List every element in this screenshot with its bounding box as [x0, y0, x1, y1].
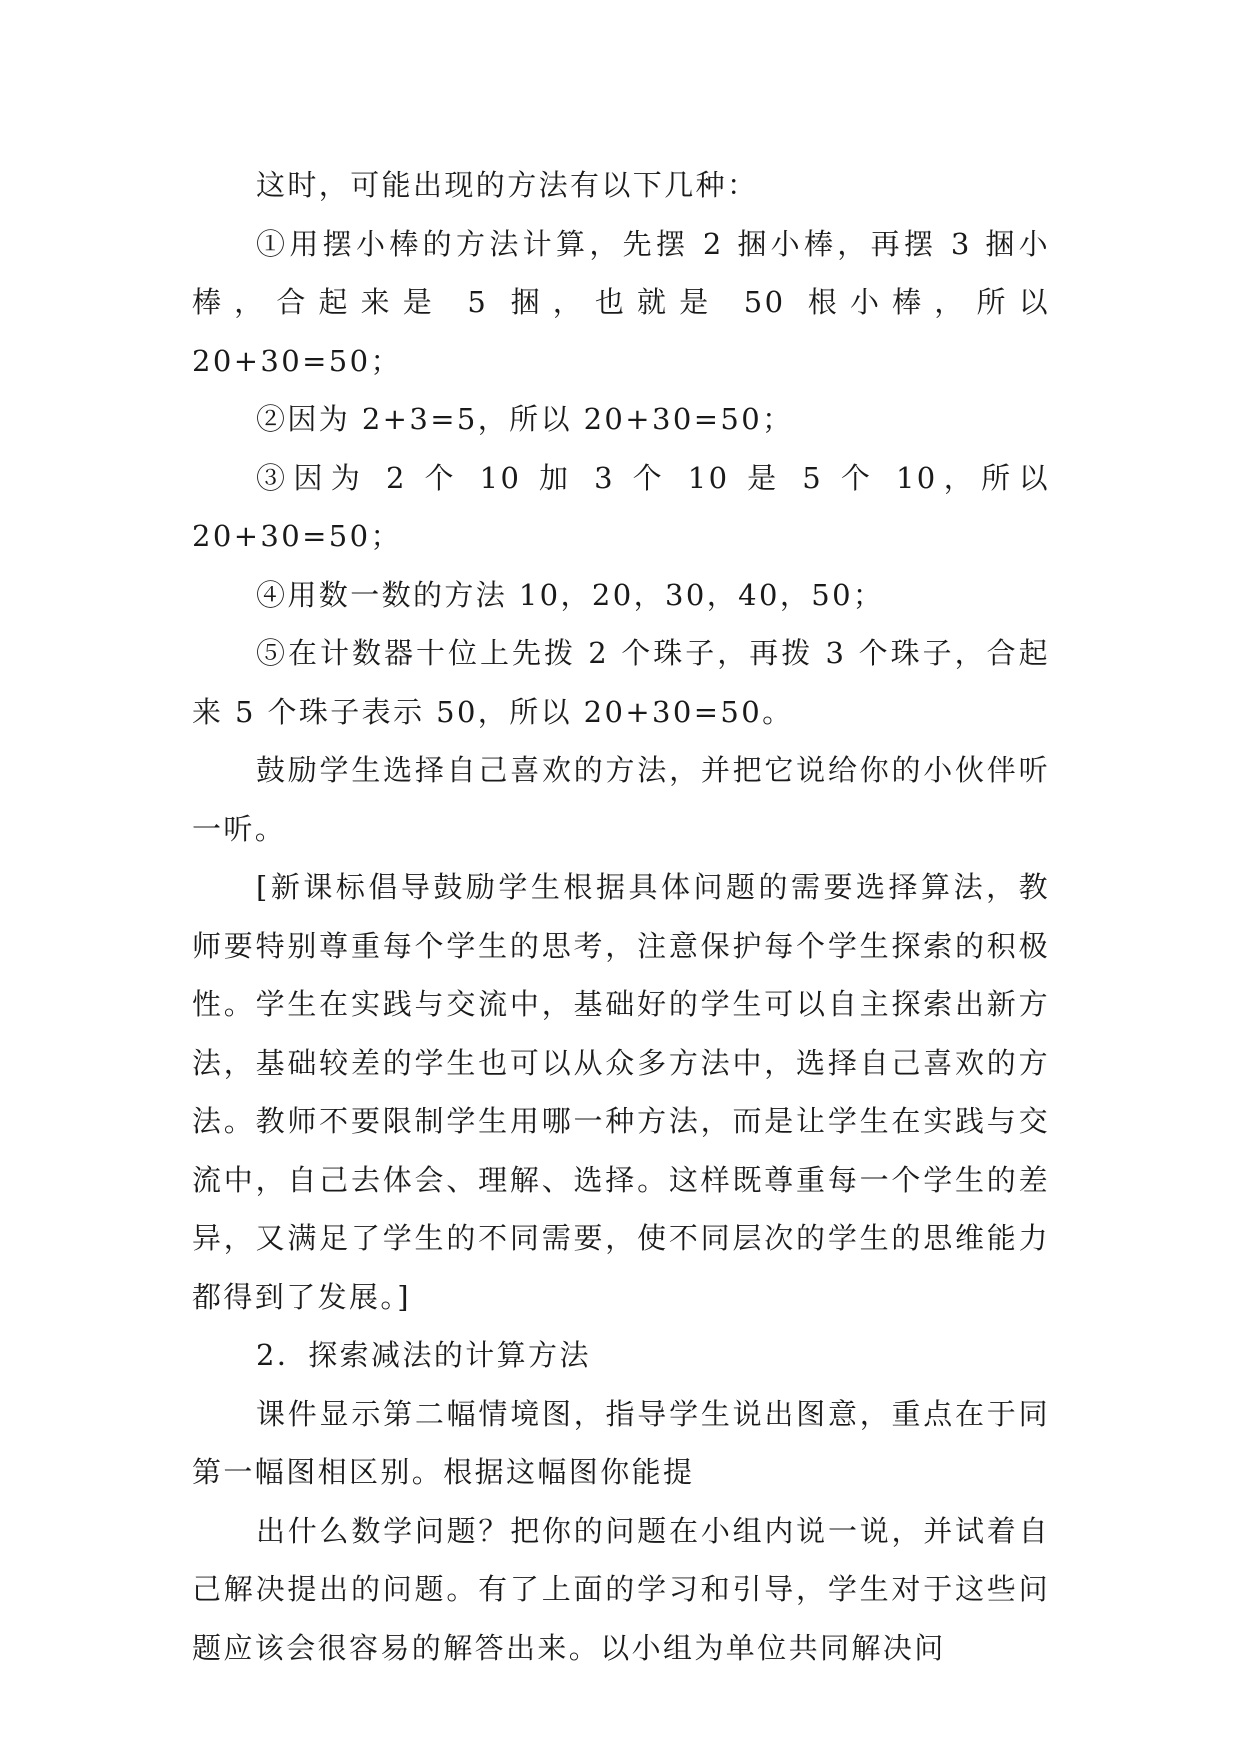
paragraph-commentary: [新课标倡导鼓励学生根据具体问题的需要选择算法，教师要特别尊重每个学生的思考，注意保护每个学生探索的积极性。学生在实践与交流中，基础好的学生可以自主探索出新方法，基础较差的学生也可以从众多方法中，选择自己喜欢的方法。教师不要限制学生用哪一种方法，而是让学生在实践与交流中，自己去体会、理解、选择。这样既尊重每一个学生的差异，又满足了学生的不同需要，使不同层次的学生的思维能力都得到了发展。]: [192, 870, 1050, 1314]
paragraph-method-2: ②因为 2+3=5，所以 20+30=50；: [256, 402, 794, 436]
document-body: [192, 156, 1050, 1677]
paragraph-method-3: ③因为 2 个 10 加 3 个 10 是 5 个 10，所以 20+30=50；: [192, 460, 1050, 553]
paragraph-method-4: ④用数一数的方法 10，20，30，40，50；: [256, 577, 885, 612]
paragraph-questions: 出什么数学问题？把你的问题在小组内说一说，并试着自己解决提出的问题。有了上面的学习和引导，学生对于这些问题应该会很容易的解答出来。以小组为单位共同解决问: [192, 1513, 1050, 1665]
paragraph-courseware: 课件显示第二幅情境图，指导学生说出图意，重点在于同第一幅图相区别。根据这幅图你能提: [192, 1396, 1050, 1489]
paragraph-method-5: ⑤在计数器十位上先拨 2 个珠子，再拨 3 个珠子，合起来 5 个珠子表示 50，所以 20+30=50。: [192, 636, 1050, 729]
paragraph-intro: 这时，可能出现的方法有以下几种：: [256, 168, 759, 202]
section-heading-subtraction: 2．探索减法的计算方法: [256, 1338, 591, 1372]
paragraph-encourage: 鼓励学生选择自己喜欢的方法，并把它说给你的小伙伴听一听。: [192, 753, 1050, 846]
paragraph-method-1: ①用摆小棒的方法计算，先摆 2 捆小棒，再摆 3 捆小棒，合起来是 5 捆，也就是 50 根小棒，所以 20+30=50；: [192, 226, 1050, 378]
